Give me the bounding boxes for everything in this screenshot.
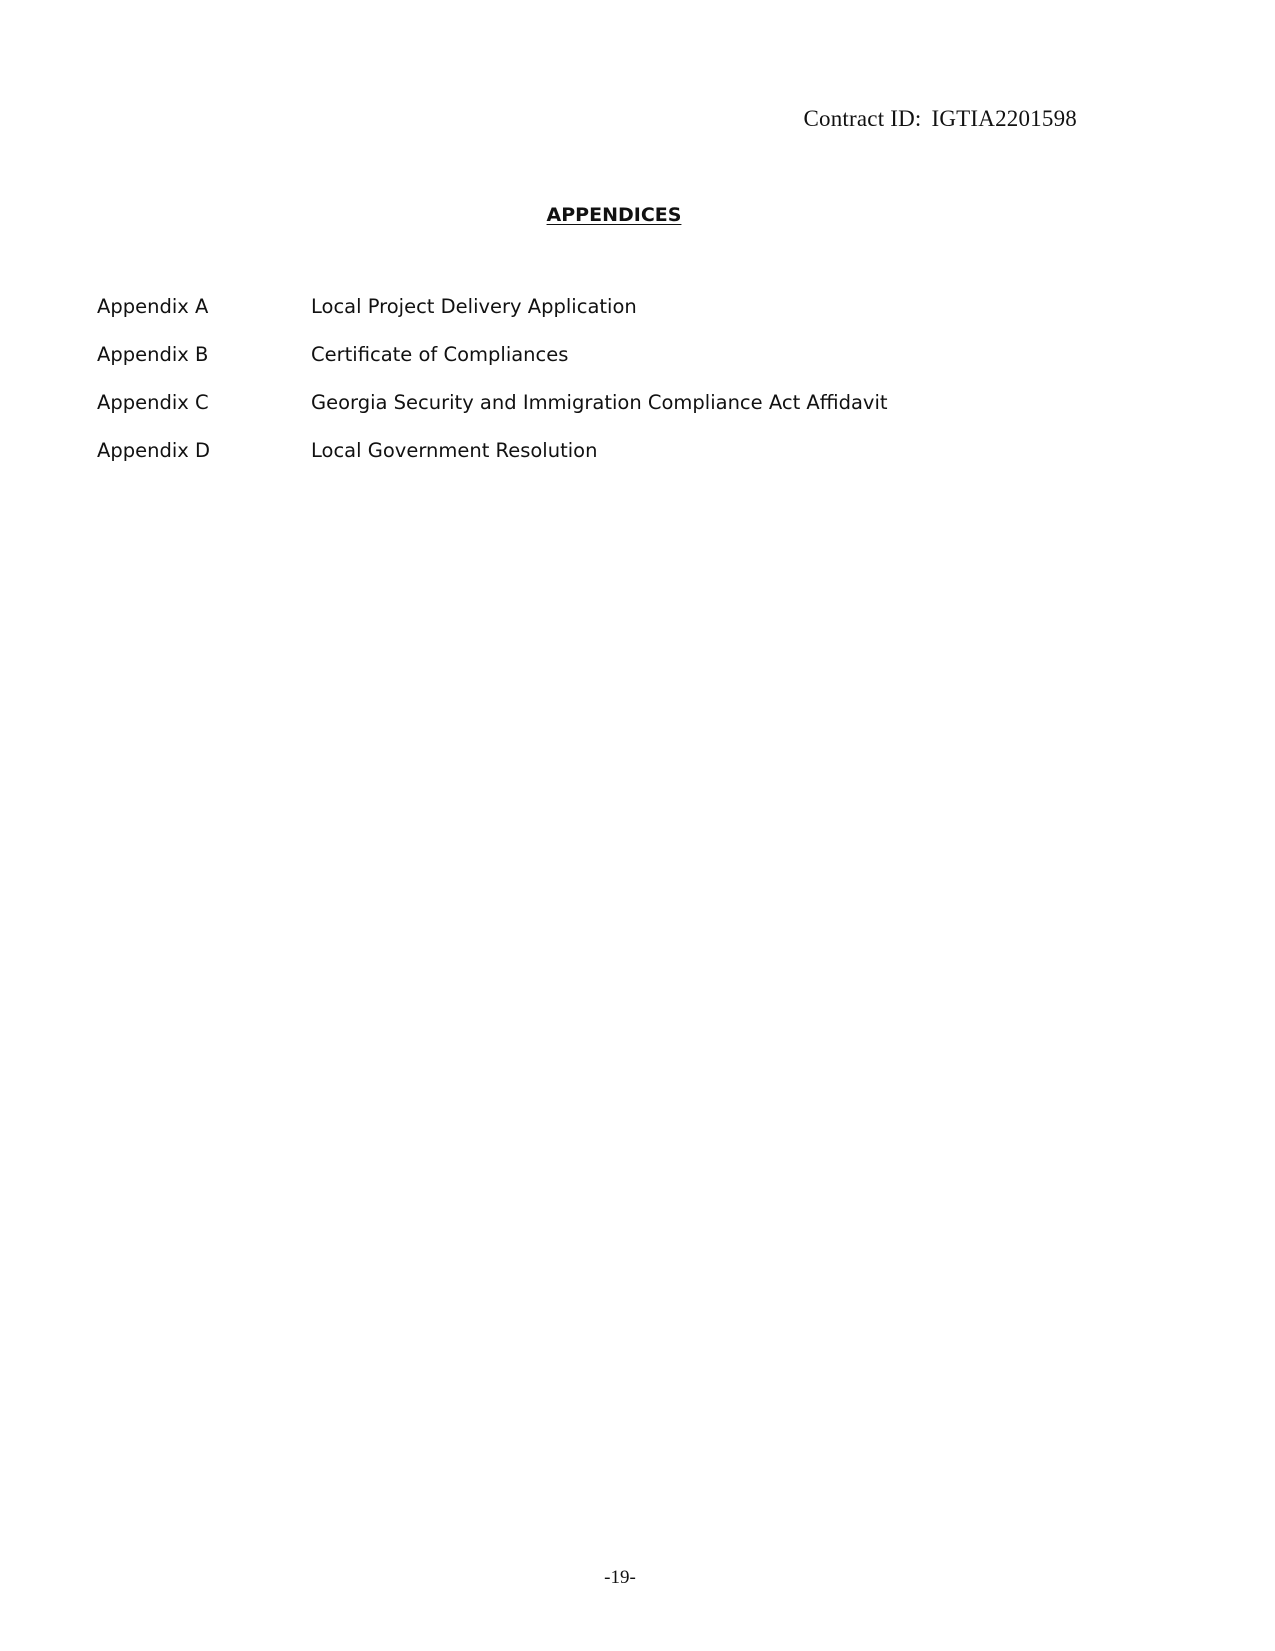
list-item xyxy=(97,440,888,488)
contract-id-label: Contract ID: xyxy=(803,106,922,131)
appendix-title: Local Project Delivery Application xyxy=(311,295,637,318)
appendix-label: Appendix A xyxy=(97,295,209,318)
list-item xyxy=(97,344,888,392)
contract-id-header xyxy=(803,106,1077,132)
appendix-title: Georgia Security and Immigration Compliance Act Affidavit xyxy=(311,391,888,414)
list-item xyxy=(97,392,888,440)
appendix-title: Certificate of Compliances xyxy=(311,343,569,366)
appendix-title: Local Government Resolution xyxy=(311,439,598,462)
page-title: APPENDICES xyxy=(546,204,682,226)
appendix-label: Appendix B xyxy=(97,343,209,366)
appendix-list xyxy=(97,296,888,488)
contract-id-value: IGTIA2201598 xyxy=(931,106,1077,131)
appendix-label: Appendix C xyxy=(97,391,209,414)
page-number: -19- xyxy=(604,1567,636,1588)
list-item xyxy=(97,296,888,344)
appendix-label: Appendix D xyxy=(97,439,211,462)
